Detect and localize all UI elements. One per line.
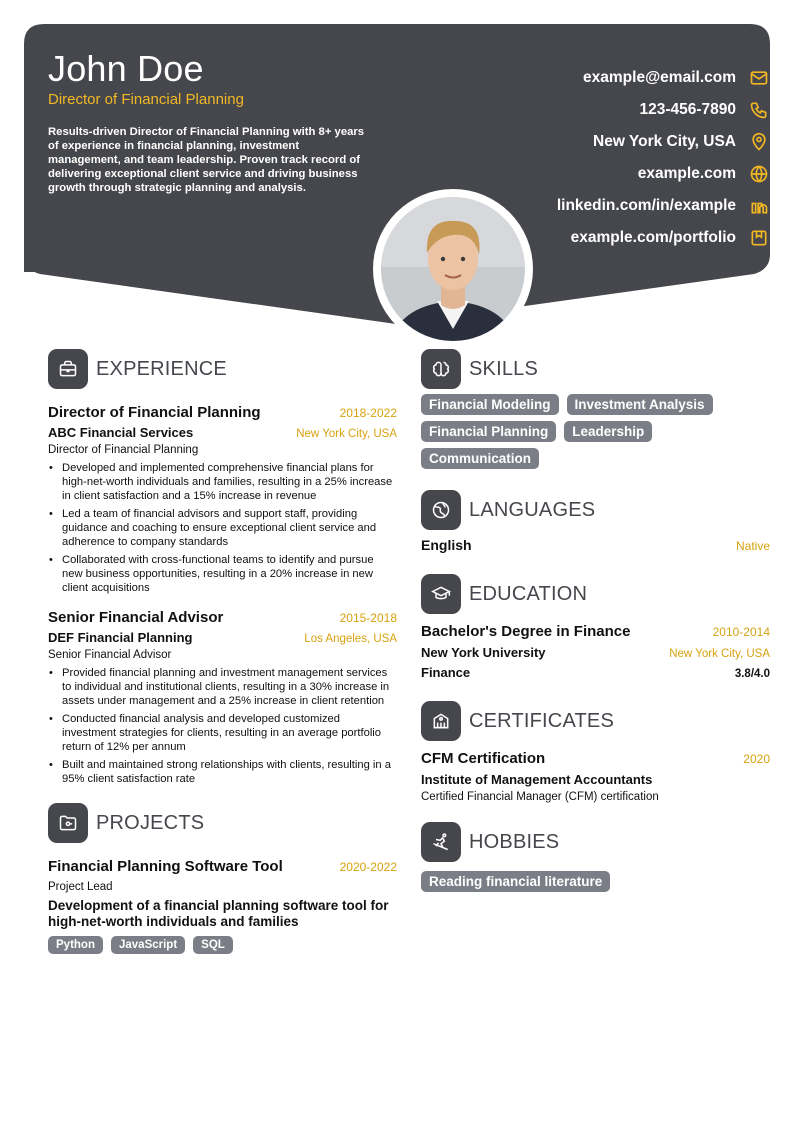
phone-icon [748,99,770,121]
job-bullets [48,666,397,786]
skill-tag: Leadership [564,421,652,442]
language-entry [421,537,770,553]
company-name: DEF Financial Planning [48,630,193,645]
graduation-cap-icon [421,574,461,614]
skills-header [421,348,770,390]
project-tags [48,936,397,954]
project-role: Project Lead [48,881,113,893]
certificate-issuer: Institute of Management Accountants [421,772,653,787]
job-role: Director of Financial Planning [48,444,199,456]
school-location: New York City, USA [669,648,770,660]
education-header [421,573,770,615]
hobbies-header [421,821,770,863]
degree-name: Bachelor's Degree in Finance [421,623,631,640]
job-dates: 2018-2022 [339,406,397,420]
skill-tag: Financial Planning [421,421,556,442]
job-location: New York City, USA [296,428,397,440]
tech-tag: SQL [193,936,233,954]
school-name: New York University [421,645,546,660]
project-dates: 2020-2022 [339,860,397,874]
tech-tag: JavaScript [111,936,185,954]
contact-website[interactable] [470,158,770,190]
skills-title: SKILLS [469,357,539,380]
brain-icon [421,349,461,389]
bookmark-icon [748,227,770,249]
company-name: ABC Financial Services [48,425,194,440]
job-title: Director of Financial Planning [48,404,261,421]
projects-header [48,802,397,844]
experience-header [48,348,397,390]
briefcase-icon [48,349,88,389]
contact-website-text[interactable]: example.com [637,165,736,182]
candidate-name: John Doe [48,48,204,89]
bullet-item: • Developed and implemented comprehensive financial plans for high-net-worth individuals and families, resulting in a 25% increase in client satisfaction and a 15% increase in revenue [48,461,397,503]
right-column [421,348,770,892]
certificates-header [421,700,770,742]
globe-icon [748,163,770,185]
candidate-title: Director of Financial Planning [48,91,244,108]
bullet-item: • Built and maintained strong relationships with clients, resulting in a 95% client satisfaction rate [48,758,397,786]
certificate-name: CFM Certification [421,750,546,767]
certificates-title: CERTIFICATES [469,709,615,732]
mail-icon [748,67,770,89]
skier-icon [421,822,461,862]
bullet-item: • Led a team of financial advisors and support staff, providing guidance and coaching to ensure exceptional client service and adherence to company standards [48,507,397,549]
job-location: Los Angeles, USA [304,633,397,645]
experience-entry [48,404,397,595]
job-dates: 2015-2018 [339,611,397,625]
map-pin-icon [748,131,770,153]
contact-location-text: New York City, USA [593,133,736,150]
left-column [48,348,397,954]
projects-title: PROJECTS [96,811,205,834]
project-title: Financial Planning Software Tool [48,858,283,875]
hobby-tag: Reading financial literature [421,871,610,892]
certificate-year: 2020 [743,752,770,766]
experience-entry [48,609,397,786]
bullet-item: • Provided financial planning and investment management services to individual and institutional clients, resulting in a 30% increase in assets under management and a 25% increase in client retention [48,666,397,708]
bullet-item: • Collaborated with cross-functional teams to identify and pursue new business opportunities, resulting in a 20% increase in new client acquisitions [48,553,397,595]
contact-phone-text[interactable]: 123-456-7890 [639,101,736,118]
project-description: Development of a financial planning software tool for high-net-worth individuals and families [48,898,389,929]
certificate-entry [421,750,770,803]
folder-icon [48,803,88,843]
tech-tag: Python [48,936,103,954]
project-entry [48,858,397,954]
contact-portfolio-text[interactable]: example.com/portfolio [570,229,736,246]
bullet-item: • Conducted financial analysis and developed customized investment strategies for clients, resulting in an average portfolio return of 12% per annum [48,712,397,754]
hobbies-tags [421,871,770,892]
profile-photo [381,197,525,341]
building-icon [421,701,461,741]
education-dates: 2010-2014 [712,625,770,639]
education-title: EDUCATION [469,582,588,605]
hobbies-title: HOBBIES [469,830,560,853]
gpa: 3.8/4.0 [734,668,770,680]
job-bullets [48,461,397,595]
language-level: Native [735,539,770,553]
contact-linkedin-text[interactable]: linkedin.com/in/example [556,197,736,214]
field-of-study: Finance [421,665,471,680]
job-title: Senior Financial Advisor [48,609,224,626]
education-entry [421,623,770,680]
contact-linkedin[interactable] [470,190,770,222]
contact-phone[interactable] [470,94,770,126]
profile-photo-frame [373,189,533,349]
skill-tag: Investment Analysis [567,394,713,415]
languages-header [421,489,770,531]
job-role: Senior Financial Advisor [48,649,172,661]
contact-location [470,126,770,158]
language-name: English [421,537,472,553]
linkedin-icon [748,195,770,217]
certificate-description: Certified Financial Manager (CFM) certification [421,791,659,803]
languages-title: LANGUAGES [469,498,596,521]
contact-email-text[interactable]: example@email.com [583,69,736,86]
skills-tags [421,394,770,469]
experience-title: EXPERIENCE [96,357,227,380]
skill-tag: Financial Modeling [421,394,559,415]
skill-tag: Communication [421,448,539,469]
contact-email[interactable] [470,62,770,94]
profile-summary: Results-driven Director of Financial Planning with 8+ years of experience in financial planning, investment management, and team leadership. Proven track record of delivering exceptional client service and driving business growth through strategic planning and analysis. [48,126,365,194]
globe-icon [421,490,461,530]
